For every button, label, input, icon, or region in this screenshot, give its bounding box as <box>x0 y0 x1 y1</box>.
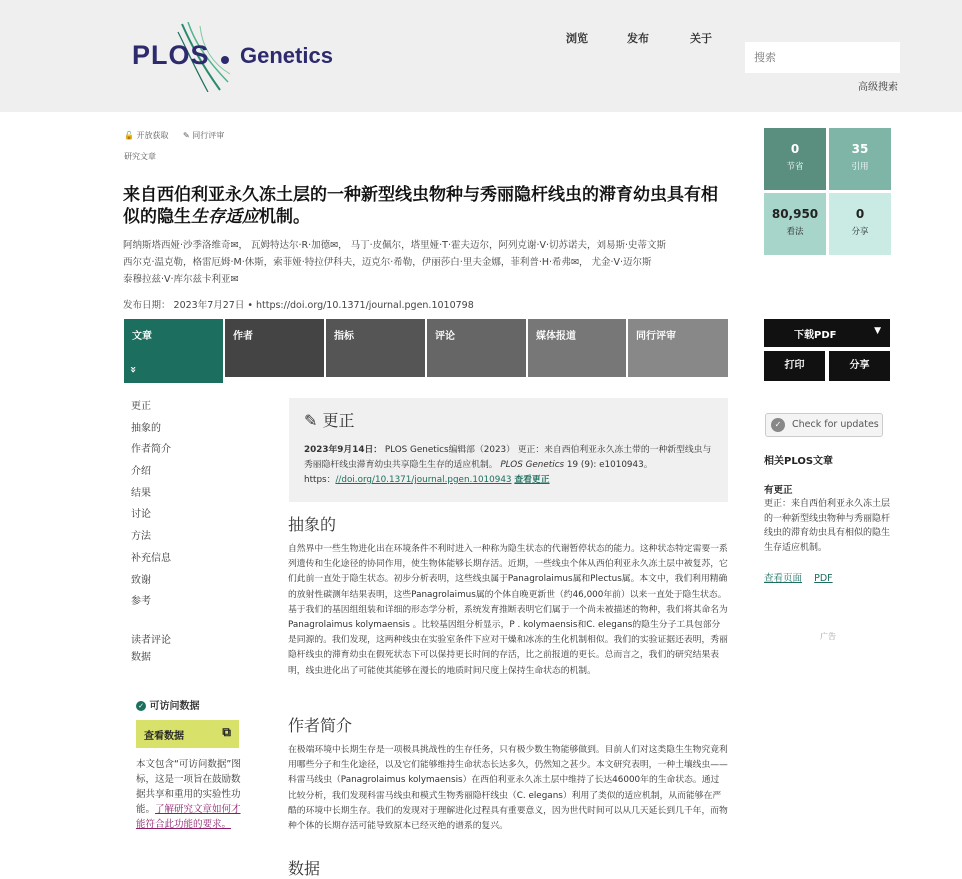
article-title <box>123 184 728 228</box>
title-part-a: 来自西伯利亚永久冻土层的一种新型线虫物种与秀丽隐杆线虫的滞育幼虫具有相似的隐生 <box>123 185 718 227</box>
related-correction-text: 更正：来自西伯利亚永久冻土层的一种新型线虫物种与秀丽隐杆线虫的滞育幼虫具有相似的隐生生存适应机制。 <box>764 499 891 553</box>
peer-reviewed-label: 同行评审 <box>192 131 225 140</box>
data-availability-label: 可访问数据 <box>149 701 200 712</box>
tab-authors[interactable]: 作者 <box>225 319 324 377</box>
nav-introduction[interactable]: 介绍 <box>131 466 151 478</box>
tab-media[interactable]: 媒体报道 <box>528 319 626 377</box>
nav-reader-comments[interactable]: 读者评论 <box>131 635 171 646</box>
article-tabs <box>124 319 728 377</box>
related-correction-header: 有更正 <box>764 485 793 496</box>
open-access-badge <box>124 130 169 141</box>
logo-plos-text: PLOS <box>132 40 210 70</box>
crossmark-icon: ✓ <box>771 418 785 432</box>
nav-discussion[interactable]: 讨论 <box>131 509 151 521</box>
correction-title <box>304 408 713 431</box>
metric-shares[interactable] <box>829 193 891 255</box>
view-data-label: 查看数据 <box>144 731 184 742</box>
peer-reviewed-badge <box>183 130 224 141</box>
nav-author-summary[interactable]: 作者简介 <box>131 444 171 456</box>
article-type: 研究文章 <box>124 152 156 161</box>
advanced-search-link[interactable]: 高级搜索 <box>858 82 898 93</box>
chevron-down-icon: » <box>127 365 141 374</box>
download-label: 下载PDF <box>794 330 837 341</box>
metric-value: 0 <box>855 207 865 221</box>
metric-label: 节省 <box>786 162 804 172</box>
article-metrics <box>764 128 891 255</box>
data-availability-title <box>136 697 199 712</box>
metric-citations[interactable] <box>829 128 891 190</box>
learn-more-link[interactable]: 了解研究文章如何才能符合此功能的要求。 <box>136 804 241 830</box>
print-button[interactable]: 打印 <box>764 351 825 381</box>
correction-text: PLOS Genetics编辑部（2023） 更正：来自西伯利亚永久冻土带的一种新型线虫与秀丽隐杆线虫滞育幼虫共享隐生生存的适应机制。 <box>304 445 712 470</box>
data-heading: 数据 <box>288 859 321 878</box>
data-note-text: 本文包含“可访问数据”图标，这是一项旨在鼓励数据共享和重用的实验性功能。 <box>136 759 241 815</box>
correction-journal: PLOS Genetics <box>500 460 565 470</box>
nav-browse[interactable]: 浏览 <box>566 32 588 45</box>
search-input[interactable] <box>745 42 900 73</box>
section-nav <box>131 397 171 614</box>
related-links <box>764 570 833 584</box>
view-page-link[interactable]: 查看页面 <box>764 573 803 584</box>
nav-about[interactable]: 关于 <box>690 32 712 45</box>
publication-date-doi: 发布日期： 2023年7月27日 • https://doi.org/10.1371/journal.pgen.1010798 <box>123 300 474 311</box>
external-link-icon: ⧉ <box>222 725 231 739</box>
nav-methods[interactable]: 方法 <box>131 531 151 543</box>
correction-title-text: 更正 <box>322 411 355 430</box>
correction-cite: 19 (9): e1010943。https： <box>304 460 653 485</box>
metric-value: 80,950 <box>771 207 819 221</box>
author-line[interactable]: 西尔克·温克勒，格雷厄姆·M·休斯，索菲娅·特拉伊科夫，迈克尔·希勒，伊丽莎白·里夫金娜，菲利普·H·希弗✉， 尤金·V·迈尔斯 <box>123 257 652 268</box>
plos-genetics-logo[interactable] <box>130 22 360 92</box>
tab-metrics[interactable]: 指标 <box>326 319 425 377</box>
author-summary-heading: 作者简介 <box>288 716 353 735</box>
metric-views[interactable] <box>764 193 826 255</box>
data-availability-note <box>136 757 241 832</box>
abstract-text: 自然界中一些生物进化出在环境条件不利时进入一种称为隐生状态的代谢暂停状态的能力。这种状态特定需要一系列遗传和生化途径的协同作用，使生物体能够长期存活。近期，一些线虫个体从西伯利亚永久冻土层中被复苏，它们此前一直处于隐生状态。初步分析表明，这些线虫属于Panagrolaimus属和Plectus属。本文中，我们利用精确的放射性碳测年结果表明，这些Panagrolaimus属的个体自晚更新世（约46,000年前）以来一直处于隐生状态。基于我们的基因组组装和详细的形态学分析，系统发育推断表明它们属于一个尚未被描述的物种，我们将其命名为Panagrolaimus kolymaensis 。比较基因组分析显示，P . kolymaensis和C. elegans的隐生分子工具包部分是同源的。我们发现，这两种线虫在实验室条件下应对干燥和冰冻的生化机制相似。我们的实验证据还表明，秀丽隐杆线虫的滞育幼虫在假死状态下可以保持更长时间的存活，比之前报道的更长。总而言之，我们的研究结果表明，线虫进化出了可能使其能够在漫长的地质时间尺度上保持生命状态的机制。 <box>288 544 728 676</box>
open-access-label: 开放获取 <box>136 131 169 140</box>
tab-article[interactable] <box>124 319 223 383</box>
author-list[interactable] <box>123 237 728 288</box>
author-summary-text: 在极端环境中长期生存是一项极具挑战性的生存任务，只有极少数生物能够做到。目前人们对这类隐生生物究竟利用哪些分子和生化途径，以及它们能够维持生命状态长达多久，仍然知之甚少。本文研究表明，一种土壤线虫——科雷马线虫（Panagrolaimus kolymaensis）在西伯利亚永久冻土层中维持了长达46000年的生命状态。通过比较分析，我们发现科雷马线虫和模式生物秀丽隐杆线虫（C. elegans）利用了类似的适应机制，从而能够在严酷的环境中长期生存。我们的发现对于理解进化过程具有重要意义，因为世代时间可以从几天延长到几千年，而物种个体的长期存活可能导致原本已经灭绝的谱系的复兴。 <box>288 745 728 832</box>
metric-label: 分享 <box>851 227 869 237</box>
nav-correction[interactable]: 更正 <box>131 401 151 412</box>
site-header <box>0 0 962 112</box>
check-circle-icon: ✓ <box>136 701 146 711</box>
metric-label: 看法 <box>786 227 804 237</box>
nav-acknowledgments[interactable]: 致谢 <box>131 574 151 586</box>
pdf-link[interactable]: PDF <box>814 573 833 584</box>
related-articles-title: 相关PLOS文章 <box>764 456 834 467</box>
nav-publish[interactable]: 发布 <box>627 32 649 45</box>
abstract-heading: 抽象的 <box>288 515 337 534</box>
correction-body <box>304 443 713 488</box>
check-for-updates-button[interactable] <box>765 413 883 437</box>
correction-box <box>289 398 728 502</box>
metric-value: 35 <box>851 142 869 156</box>
title-emphasis: 生存适应 <box>191 207 259 227</box>
peer-review-icon: ✎ <box>183 131 190 140</box>
metric-saves[interactable] <box>764 128 826 190</box>
nav-references[interactable]: 参考 <box>131 596 151 608</box>
download-pdf-button[interactable] <box>764 319 890 347</box>
caret-down-icon: ▼ <box>874 326 881 336</box>
pencil-icon: ✎ <box>304 411 318 430</box>
view-data-button[interactable] <box>136 720 239 748</box>
metric-value: 0 <box>790 142 800 156</box>
correction-date: 2023年9月14日： <box>304 445 383 455</box>
view-correction-link[interactable]: 查看更正 <box>514 475 550 485</box>
section-nav-secondary <box>131 631 171 665</box>
tab-comments[interactable]: 评论 <box>427 319 526 377</box>
check-updates-label: Check for updates <box>792 419 879 430</box>
share-button[interactable]: 分享 <box>829 351 890 381</box>
nav-data[interactable]: 数据 <box>131 652 151 663</box>
correction-doi-link[interactable]: //doi.org/10.1371/journal.pgen.1010943 <box>335 475 512 485</box>
author-line[interactable]: 阿纳斯塔西娅·沙季洛维奇✉， 瓦姆特达尔·R·加德✉， 马丁·皮佩尔，塔里娅·T·霍夫迈尔，阿列克谢·V·切苏诺夫，刘易斯·史蒂文斯 <box>123 240 667 251</box>
author-line[interactable]: 泰穆拉兹·V·库尔兹卡利亚✉ <box>123 274 239 285</box>
nav-abstract[interactable]: 抽象的 <box>131 422 161 434</box>
ad-label: 广告 <box>820 632 836 641</box>
metric-label: 引用 <box>851 162 869 172</box>
tab-peer-review[interactable]: 同行评审 <box>628 319 728 377</box>
title-part-b: 机制。 <box>259 207 310 227</box>
logo-journal-text: Genetics <box>240 43 333 68</box>
nav-supplementary[interactable]: 补充信息 <box>131 552 171 564</box>
nav-results[interactable]: 结果 <box>131 487 151 499</box>
tab-label: 文章 <box>132 331 152 342</box>
unlock-icon: 🔓 <box>124 131 134 140</box>
